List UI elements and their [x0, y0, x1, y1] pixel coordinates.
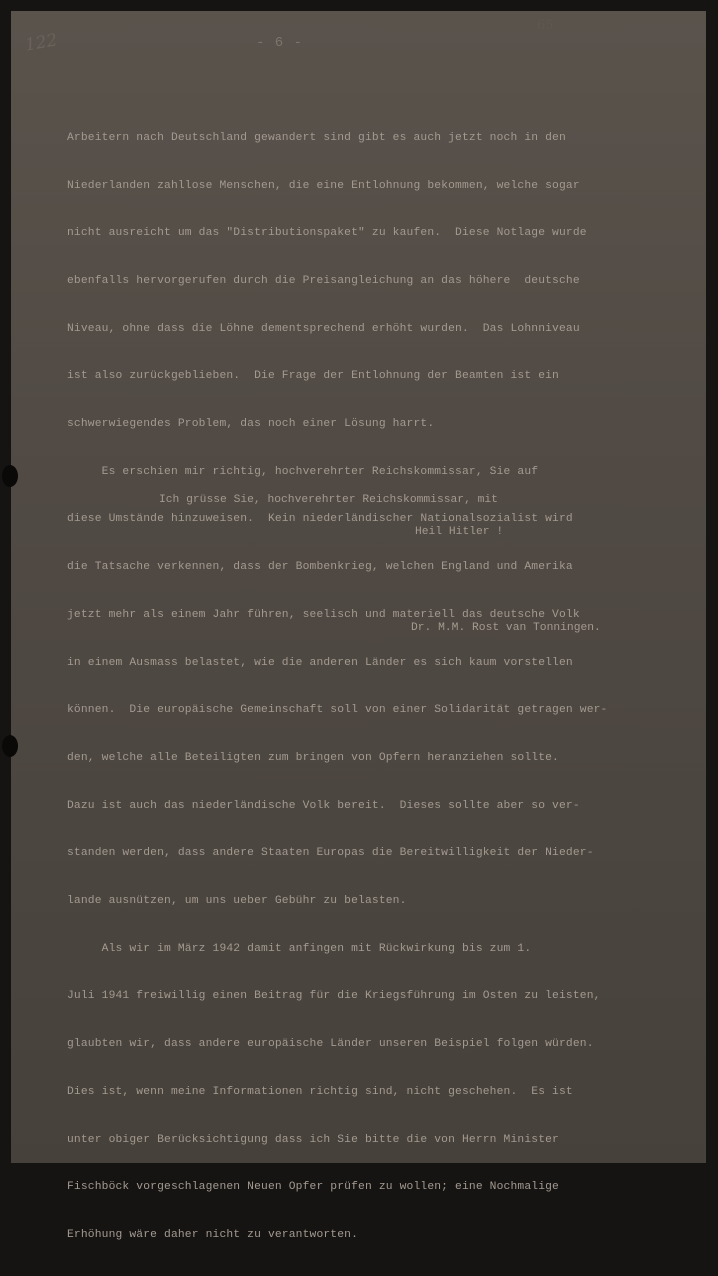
letter-line: ebenfalls hervorgerufen durch die Preisangleichung an das höhere deutsche [67, 274, 580, 287]
punch-hole-upper [2, 465, 18, 487]
letter-line: Es erschien mir richtig, hochverehrter Reichskommissar, Sie auf [67, 465, 539, 478]
letter-line: Arbeitern nach Deutschland gewandert sind gibt es auch jetzt noch in den [67, 131, 566, 144]
letter-line: den, welche alle Beteiligten zum bringen von Opfern heranziehen sollte. [67, 751, 559, 764]
letter-line: glaubten wir, dass andere europäische Länder unseren Beispiel folgen würden. [67, 1038, 594, 1051]
closing-greeting: Ich grüsse Sie, hochverehrter Reichskommissar, mit [159, 494, 498, 506]
letter-body [67, 99, 707, 1276]
letter-line: die Tatsache verkennen, dass der Bombenkrieg, welchen England und Amerika [67, 561, 573, 574]
letter-line: können. Die europäische Gemeinschaft soll von einer Solidarität getragen wer- [67, 704, 608, 717]
letter-line: unter obiger Berücksichtigung dass ich Sie bitte die von Herrn Minister [67, 1133, 559, 1146]
letter-line: in einem Ausmass belastet, wie die anderen Länder es sich kaum vorstellen [67, 656, 573, 669]
punch-hole-lower [2, 735, 18, 757]
letter-line: Juli 1941 freiwillig einen Beitrag für die Kriegsführung im Osten zu leisten, [67, 990, 601, 1003]
letter-line: Als wir im März 1942 damit anfingen mit Rückwirkung bis zum 1. [67, 942, 532, 955]
closing-salute: Heil Hitler ! [415, 526, 504, 538]
letter-line: jetzt mehr als einem Jahr führen, seelisch und materiell das deutsche Volk [67, 608, 580, 621]
letter-line: Niveau, ohne dass die Löhne dementsprechend erhöht wurden. Das Lohnniveau [67, 322, 580, 335]
letter-line: Dazu ist auch das niederländische Volk bereit. Dieses sollte aber so ver- [67, 799, 580, 812]
letter-line: Niederlanden zahllose Menschen, die eine Entlohnung bekommen, welche sogar [67, 179, 580, 192]
letter-line: diese Umstände hinzuweisen. Kein niederländischer Nationalsozialist wird [67, 513, 573, 526]
letter-line: lande ausnützen, um uns ueber Gebühr zu belasten. [67, 895, 407, 908]
letter-line: Dies ist, wenn meine Informationen richtig sind, nicht geschehen. Es ist [67, 1085, 573, 1098]
page-number: - 6 - [256, 35, 304, 51]
archive-number: 122 [23, 30, 59, 56]
document-page [11, 11, 706, 1241]
stamp-number: 65 [537, 18, 554, 33]
letter-line: Fischböck vorgeschlagenen Neuen Opfer prüfen zu wollen; eine Nochmalige [67, 1181, 559, 1194]
letter-line: ist also zurückgeblieben. Die Frage der Entlohnung der Beamten ist ein [67, 370, 559, 383]
signature: Dr. M.M. Rost van Tonningen. [411, 622, 601, 634]
letter-line: schwerwiegendes Problem, das noch einer Lösung harrt. [67, 418, 435, 431]
letter-line: Erhöhung wäre daher nicht zu verantworten. [67, 1228, 359, 1241]
letter-line: standen werden, dass andere Staaten Europas die Bereitwilligkeit der Nieder- [67, 847, 594, 860]
letter-line: nicht ausreicht um das "Distributionspaket" zu kaufen. Diese Notlage wurde [67, 227, 587, 240]
